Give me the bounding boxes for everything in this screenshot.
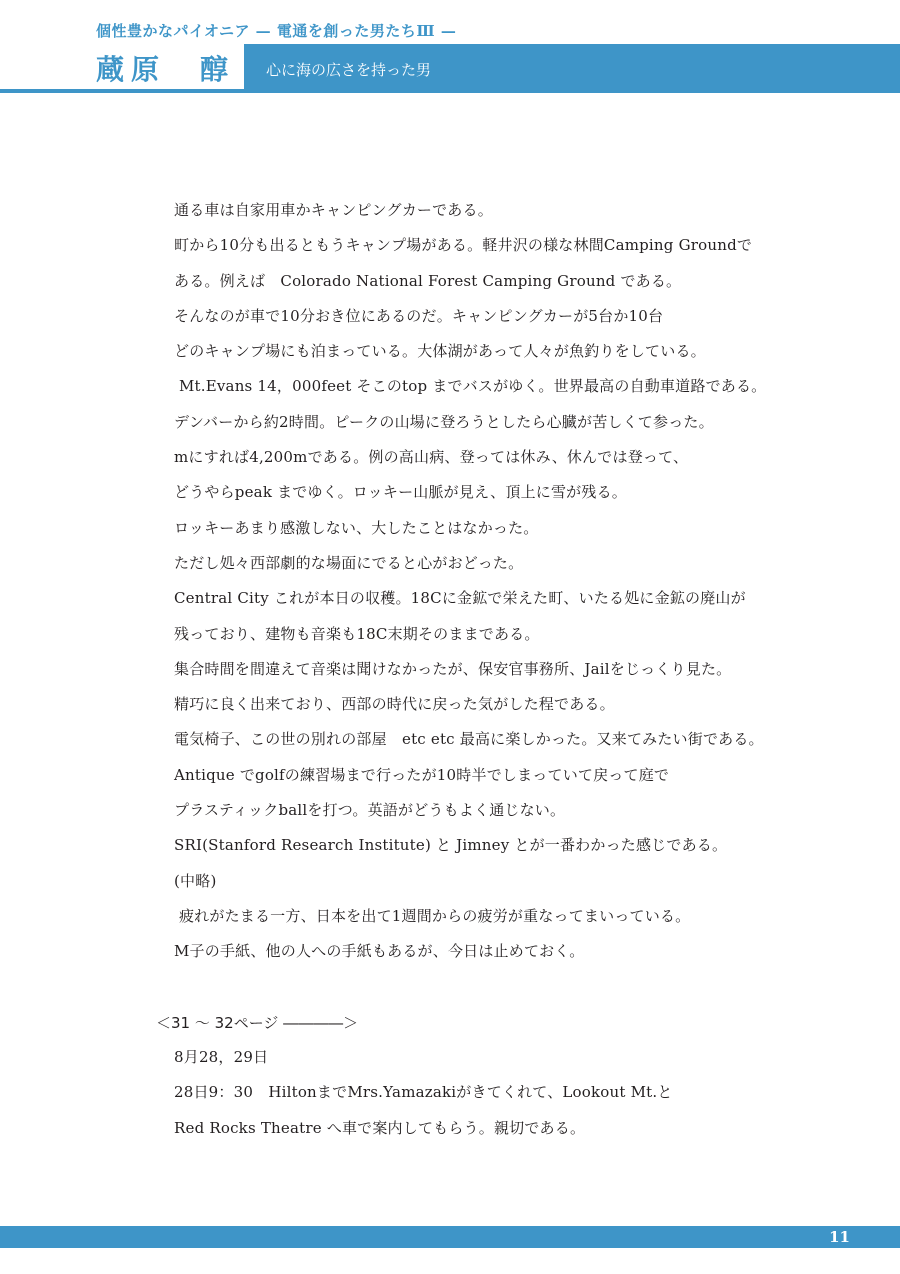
page-number: 11 — [829, 1228, 850, 1246]
body-line: 残っており、建物も音楽も18C末期そのままである。 — [174, 624, 540, 643]
author-name — [96, 48, 235, 88]
body-line: (中略) — [174, 871, 217, 890]
body-line: 町から10分も出るともうキャンプ場がある。軽井沢の様な林間Camping Groundで — [174, 236, 753, 255]
article-subtitle: 心に海の広さを持った男 — [266, 61, 432, 79]
body-line: ただし処々西部劇的な場面にでると心がおどった。 — [174, 553, 524, 572]
body-line: mにすれば4,200mである。例の高山病、登っては休み、休んでは登って、 — [174, 448, 689, 467]
body-line: 精巧に良く出来ており、西部の時代に戻った気がした程である。 — [174, 695, 615, 714]
body-line: 疲れがたまる一方、日本を出て1週間からの疲労が重なってまいっている。 — [174, 906, 691, 925]
series-title: 個性豊かなパイオニア — 電通を創った男たちⅢ — — [96, 22, 457, 40]
section-page-marker: ＜31 ～ 32ページ ――――＞ — [156, 1014, 359, 1032]
body-text — [174, 198, 804, 975]
author-given-name: 醇 — [200, 53, 236, 86]
author-family-name: 蔵原 — [96, 53, 167, 86]
body-line: SRI(Stanford Research Institute) と Jimney とが一番わかった感じである。 — [174, 836, 728, 855]
footer-band — [0, 1226, 900, 1248]
body-line: M子の手紙、他の人への手紙もあるが、今日は止めておく。 — [174, 942, 585, 961]
body-line: Mt.Evans 14，000feet そこのtop までバスがゆく。世界最高の自動車道路である。 — [174, 377, 767, 396]
body-line: Central City これが本日の収穫。18Cに金鉱で栄えた町、いたる処に金鉱の廃山が — [174, 589, 746, 608]
body-line: 28日9：30 HiltonまでMrs.Yamazakiがきてくれて、Lookout Mt.と — [174, 1083, 673, 1102]
body-line: Red Rocks Theatre へ車で案内してもらう。親切である。 — [174, 1118, 586, 1137]
body-line: どのキャンプ場にも泊まっている。大体湖があって人々が魚釣りをしている。 — [174, 342, 706, 361]
title-band — [0, 44, 900, 93]
body-line: Antique でgolfの練習場まで行ったが10時半でしまっていて戻って庭で — [174, 765, 670, 784]
body-line: 電気椅子、この世の別れの部屋 etc etc 最高に楽しかった。又来てみたい街である。 — [174, 730, 764, 749]
body-line: ある。例えば Colorado National Forest Camping Ground である。 — [174, 271, 682, 290]
body-line: 8月28，29日 — [174, 1048, 269, 1066]
name-box — [0, 44, 244, 89]
body-line: ロッキーあまり感激しない、大したことはなかった。 — [174, 518, 539, 537]
body-line: 集合時間を間違えて音楽は聞けなかったが、保安官事務所、Jailをじっくり見た。 — [174, 659, 732, 678]
body-line: デンバーから約2時間。ピークの山場に登ろうとしたら心臓が苦しくて参った。 — [174, 412, 714, 431]
body-line: どうやらpeak までゆく。ロッキー山脈が見え、頂上に雪が残る。 — [174, 483, 627, 502]
body-line: プラスティックballを打つ。英語がどうもよく通じない。 — [174, 801, 566, 820]
body-line: そんなのが車で10分おき位にあるのだ。キャンピングカーが5台か10台 — [174, 306, 664, 325]
body-text-continued — [174, 1045, 804, 1151]
body-line: 通る車は自家用車かキャンピングカーである。 — [174, 201, 493, 219]
